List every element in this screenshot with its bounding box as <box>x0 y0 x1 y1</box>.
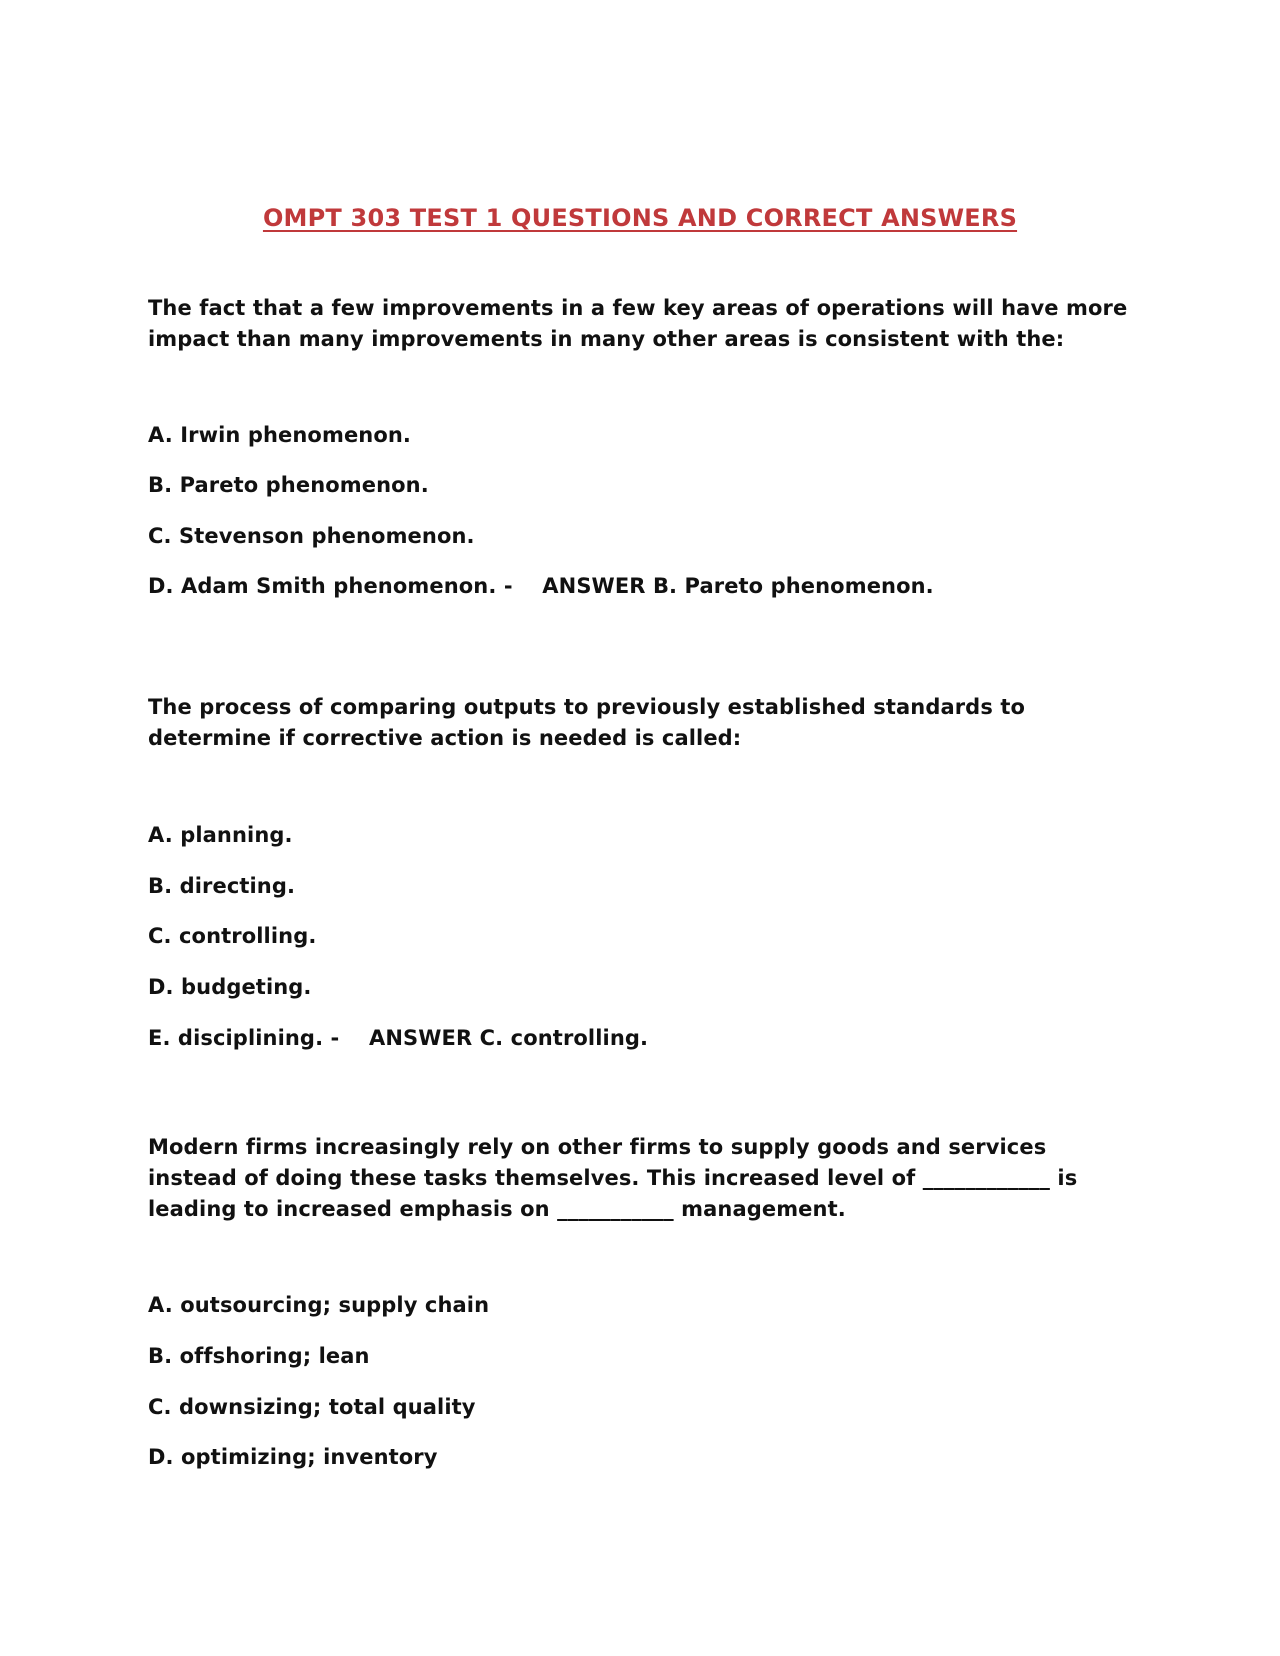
question-2-option-e-row <box>148 1023 1148 1054</box>
question-3-option-c: C. downsizing; total quality <box>148 1395 476 1419</box>
question-2-option-d: D. budgeting. <box>148 975 312 999</box>
question-3-option-d: D. optimizing; inventory <box>148 1445 438 1469</box>
question-3-option-a: A. outsourcing; supply chain <box>148 1293 490 1317</box>
question-2-option-a: A. planning. <box>148 823 293 847</box>
question-2-text: The process of comparing outputs to previously established standards to determine if corrective action is needed is called: <box>148 695 1025 750</box>
question-2-answer: ANSWER C. controlling. <box>369 1026 649 1050</box>
question-1-option-c: C. Stevenson phenomenon. <box>148 524 475 548</box>
page-title: OMPT 303 TEST 1 QUESTIONS AND CORRECT ANSWERS <box>262 204 1018 232</box>
question-1-answer: ANSWER B. Pareto phenomenon. <box>542 574 934 598</box>
question-2-option-b: B. directing. <box>148 874 296 898</box>
question-1-option-b: B. Pareto phenomenon. <box>148 473 429 497</box>
question-1-text: The fact that a few improvements in a few key areas of operations will have more impact than many improvements in many other areas is consistent with the: <box>148 296 1128 351</box>
question-2-option-c: C. controlling. <box>148 924 317 948</box>
question-3-option-b: B. offshoring; lean <box>148 1344 370 1368</box>
question-3-text: Modern firms increasingly rely on other firms to supply goods and services instead of doing these tasks themselves. This increased level of ____________ is leading to increased emphasis on ___________ management. <box>148 1135 1078 1221</box>
question-1-option-d: D. Adam Smith phenomenon. - <box>148 574 513 598</box>
question-1-option-d-row <box>148 571 1148 602</box>
question-2-option-e: E. disciplining. - <box>148 1026 340 1050</box>
question-1-option-a: A. Irwin phenomenon. <box>148 423 411 447</box>
